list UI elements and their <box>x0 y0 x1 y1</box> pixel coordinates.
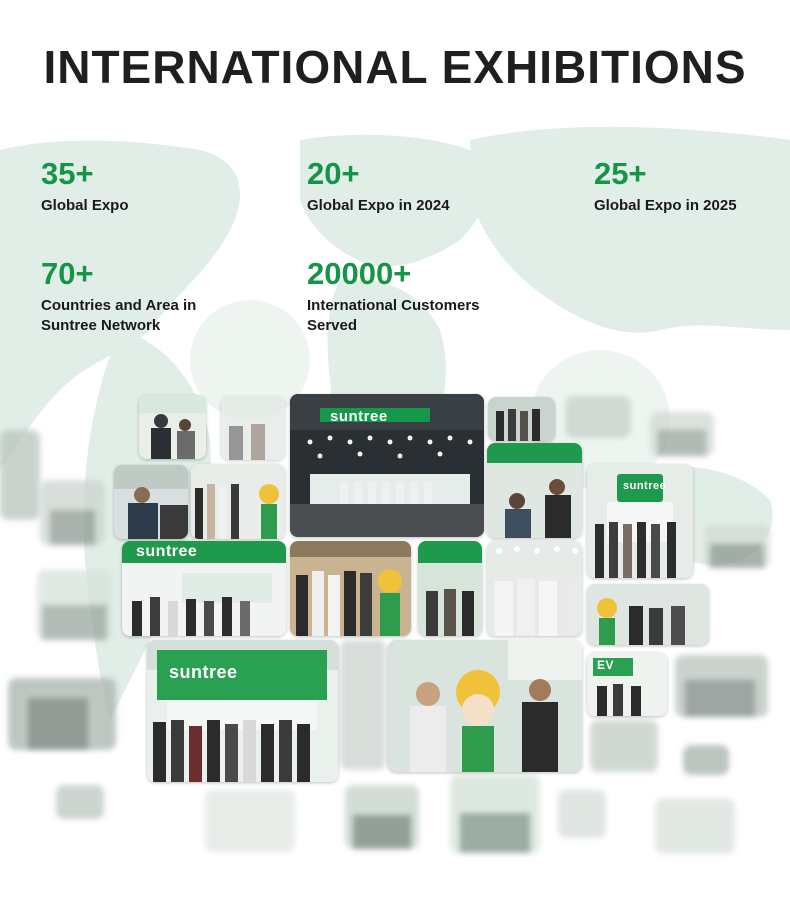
booth-photo-stage <box>290 394 484 537</box>
booth-photo-mascot-meeting <box>587 584 709 645</box>
booth-photo-exhibition-hall <box>147 640 338 782</box>
stat-global-expo-2025 <box>594 156 737 216</box>
booth-photo-handshake <box>139 395 206 459</box>
stat-label: Global Expo <box>41 197 129 214</box>
blurred-photo <box>56 785 104 819</box>
booth-photo-team-mascot <box>191 464 285 539</box>
booth-brand-label: suntree <box>623 480 667 492</box>
stat-value: 20000+ <box>307 256 412 291</box>
booth-photo-green-stand <box>587 464 693 578</box>
stat-value: 70+ <box>41 256 94 291</box>
stat-global-expo <box>41 156 129 216</box>
booth-photo-mascot-selfie <box>388 640 582 772</box>
blurred-photo <box>340 640 386 770</box>
stat-label: Global Expo in 2025 <box>594 197 737 214</box>
blurred-photo <box>205 790 295 852</box>
blurred-photo <box>345 785 419 849</box>
stat-customers <box>307 256 480 336</box>
blurred-photo <box>450 775 540 853</box>
blurred-photo <box>590 720 658 772</box>
page-title: INTERNATIONAL EXHIBITIONS <box>43 41 747 93</box>
booth-brand-label: suntree <box>136 543 198 560</box>
booth-photo-group-small <box>488 397 555 441</box>
stat-label: International Customers Served <box>307 297 480 334</box>
stat-global-expo-2024 <box>307 156 450 216</box>
booth-photo-staff <box>487 541 582 636</box>
blurred-photo <box>37 570 112 640</box>
stat-label: Countries and Area in Suntree Network <box>41 297 197 334</box>
booth-photo-crowd <box>122 541 286 636</box>
stat-value: 35+ <box>41 156 94 191</box>
stat-countries <box>41 256 196 336</box>
blurred-photo <box>8 678 116 750</box>
blurred-photo <box>0 430 40 520</box>
blurred-photo <box>675 655 768 717</box>
booth-photo-blurred-booth <box>221 396 285 460</box>
blurred-photo <box>565 396 631 438</box>
stat-label: Global Expo in 2024 <box>307 197 450 214</box>
blurred-photo <box>650 412 714 456</box>
booth-photo-booth-visitors <box>418 541 482 636</box>
blurred-photo <box>683 745 729 775</box>
booth-photo-meeting <box>114 465 188 539</box>
blurred-photo <box>655 798 735 854</box>
blurred-photo <box>558 790 606 838</box>
blurred-photo <box>40 480 105 545</box>
booth-photo-ev-charger <box>587 652 667 716</box>
booth-photo-group <box>290 541 411 636</box>
booth-brand-label: suntree <box>330 408 388 425</box>
booth-brand-label: suntree <box>169 662 238 682</box>
stat-value: 25+ <box>594 156 647 191</box>
booth-tag-label: EV <box>597 658 615 672</box>
booth-photo-visitors <box>487 443 582 538</box>
blurred-photo <box>704 524 770 568</box>
stat-value: 20+ <box>307 156 360 191</box>
